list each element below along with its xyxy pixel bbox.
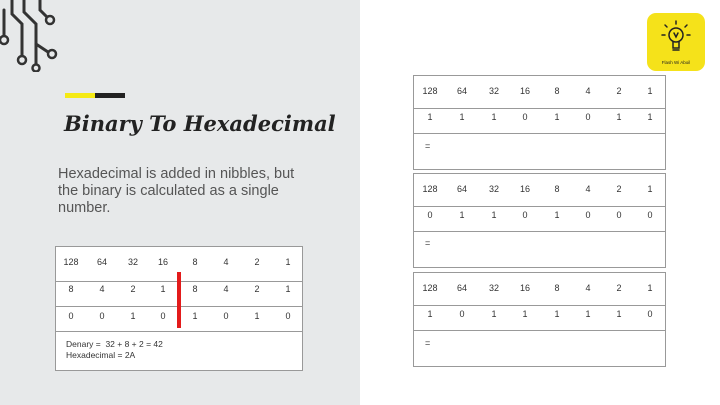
- exercise-bit-cell: 1: [427, 112, 433, 122]
- example-header-cell: 64: [96, 257, 107, 267]
- exercise-table-2: [413, 173, 666, 268]
- exercise-header-cell: 4: [585, 283, 591, 293]
- example-header-cell: 4: [223, 257, 229, 267]
- exercise-bit-cell: 0: [647, 210, 653, 220]
- exercise-bit-cell: 0: [459, 309, 465, 319]
- example-row2-cell: 1: [130, 311, 136, 321]
- example-row1-cell: 2: [254, 284, 260, 294]
- exercise-header-cell: 128: [422, 283, 438, 293]
- example-row1-cell: 8: [68, 284, 74, 294]
- exercise-bit-cell: 1: [554, 112, 560, 122]
- exercise-bit-cell: 1: [491, 210, 497, 220]
- example-row2-cell: 0: [68, 311, 74, 321]
- exercise-header-cell: 32: [488, 86, 499, 96]
- exercise-header-cell: 64: [456, 86, 467, 96]
- exercise-bit-cell: 1: [491, 112, 497, 122]
- exercise-header-cell: 128: [422, 184, 438, 194]
- example-header-cell: 32: [127, 257, 138, 267]
- example-row2-cell: 1: [254, 311, 260, 321]
- example-row1-cell: 4: [223, 284, 229, 294]
- exercise-header-cell: 16: [519, 184, 530, 194]
- exercise-bit-cell: 0: [647, 309, 653, 319]
- exercise-header-cell: 2: [616, 184, 622, 194]
- example-row2-cell: 0: [160, 311, 166, 321]
- exercise-header-cell: 1: [647, 283, 653, 293]
- example-note-hex: Hexadecimal = 2A: [66, 350, 136, 360]
- slide-description: Hexadecimal is added in nibbles, but the binary is calculated as a single number.: [58, 166, 295, 216]
- exercise-header-cell: 8: [554, 86, 560, 96]
- exercise-bit-cell: 1: [459, 112, 465, 122]
- exercise-header-cell: 1: [647, 86, 653, 96]
- example-row1-cell: 1: [160, 284, 166, 294]
- exercise-bit-cell: 1: [616, 112, 622, 122]
- example-row2-cell: 0: [99, 311, 105, 321]
- example-row1-cell: 4: [99, 284, 105, 294]
- example-note: [66, 339, 163, 361]
- exercise-bit-cell: 1: [554, 309, 560, 319]
- exercise-bit-cell: 1: [427, 309, 433, 319]
- exercise-header-cell: 16: [519, 86, 530, 96]
- exercise-header-cell: 2: [616, 283, 622, 293]
- exercise-bit-cell: 0: [522, 112, 528, 122]
- exercise-header-cell: 8: [554, 184, 560, 194]
- example-header-cell: 1: [285, 257, 291, 267]
- exercise-header-cell: 32: [488, 283, 499, 293]
- logo: [647, 13, 705, 71]
- exercise-header-cell: 1: [647, 184, 653, 194]
- exercise-header-cell: 4: [585, 184, 591, 194]
- circuit-decoration-icon: [0, 0, 70, 72]
- exercise-bit-cell: 0: [616, 210, 622, 220]
- example-row1-cell: 2: [130, 284, 136, 294]
- example-row2-cell: 1: [192, 311, 198, 321]
- exercise-header-cell: 8: [554, 283, 560, 293]
- exercise-bit-cell: 0: [585, 210, 591, 220]
- exercise-bit-cell: 1: [647, 112, 653, 122]
- nibble-divider: [177, 272, 181, 328]
- example-row1-cell: 1: [285, 284, 291, 294]
- logo-text: Flash Wi Aboil: [661, 60, 691, 65]
- exercise-header-cell: 2: [616, 86, 622, 96]
- exercise-1-equals: =: [425, 141, 431, 151]
- exercise-table-3: [413, 272, 666, 367]
- exercise-bit-cell: 1: [554, 210, 560, 220]
- exercise-bit-cell: 1: [491, 309, 497, 319]
- exercise-table-1: [413, 75, 666, 170]
- example-row2-cell: 0: [285, 311, 291, 321]
- example-header-cell: 2: [254, 257, 260, 267]
- exercise-bit-cell: 0: [427, 210, 433, 220]
- example-note-denary: Denary = 32 + 8 + 2 = 42: [66, 339, 163, 349]
- exercise-header-cell: 16: [519, 283, 530, 293]
- lightbulb-icon: [661, 19, 691, 55]
- exercise-header-cell: 4: [585, 86, 591, 96]
- example-row1-cell: 8: [192, 284, 198, 294]
- example-row2-cell: 0: [223, 311, 229, 321]
- exercise-bit-cell: 1: [522, 309, 528, 319]
- exercise-header-cell: 128: [422, 86, 438, 96]
- exercise-header-cell: 32: [488, 184, 499, 194]
- exercise-bit-cell: 1: [585, 309, 591, 319]
- exercise-3-equals: =: [425, 338, 431, 348]
- exercise-bit-cell: 0: [585, 112, 591, 122]
- exercise-bit-cell: 0: [522, 210, 528, 220]
- example-header-cell: 128: [63, 257, 79, 267]
- exercise-2-equals: =: [425, 238, 431, 248]
- exercise-header-cell: 64: [456, 283, 467, 293]
- exercise-header-cell: 64: [456, 184, 467, 194]
- title-accent-bar: [65, 93, 125, 98]
- example-header-cell: 8: [192, 257, 198, 267]
- exercise-bit-cell: 1: [616, 309, 622, 319]
- exercise-bit-cell: 1: [459, 210, 465, 220]
- example-header-cell: 16: [157, 257, 168, 267]
- slide-title: Binary To Hexadecimal: [64, 111, 336, 136]
